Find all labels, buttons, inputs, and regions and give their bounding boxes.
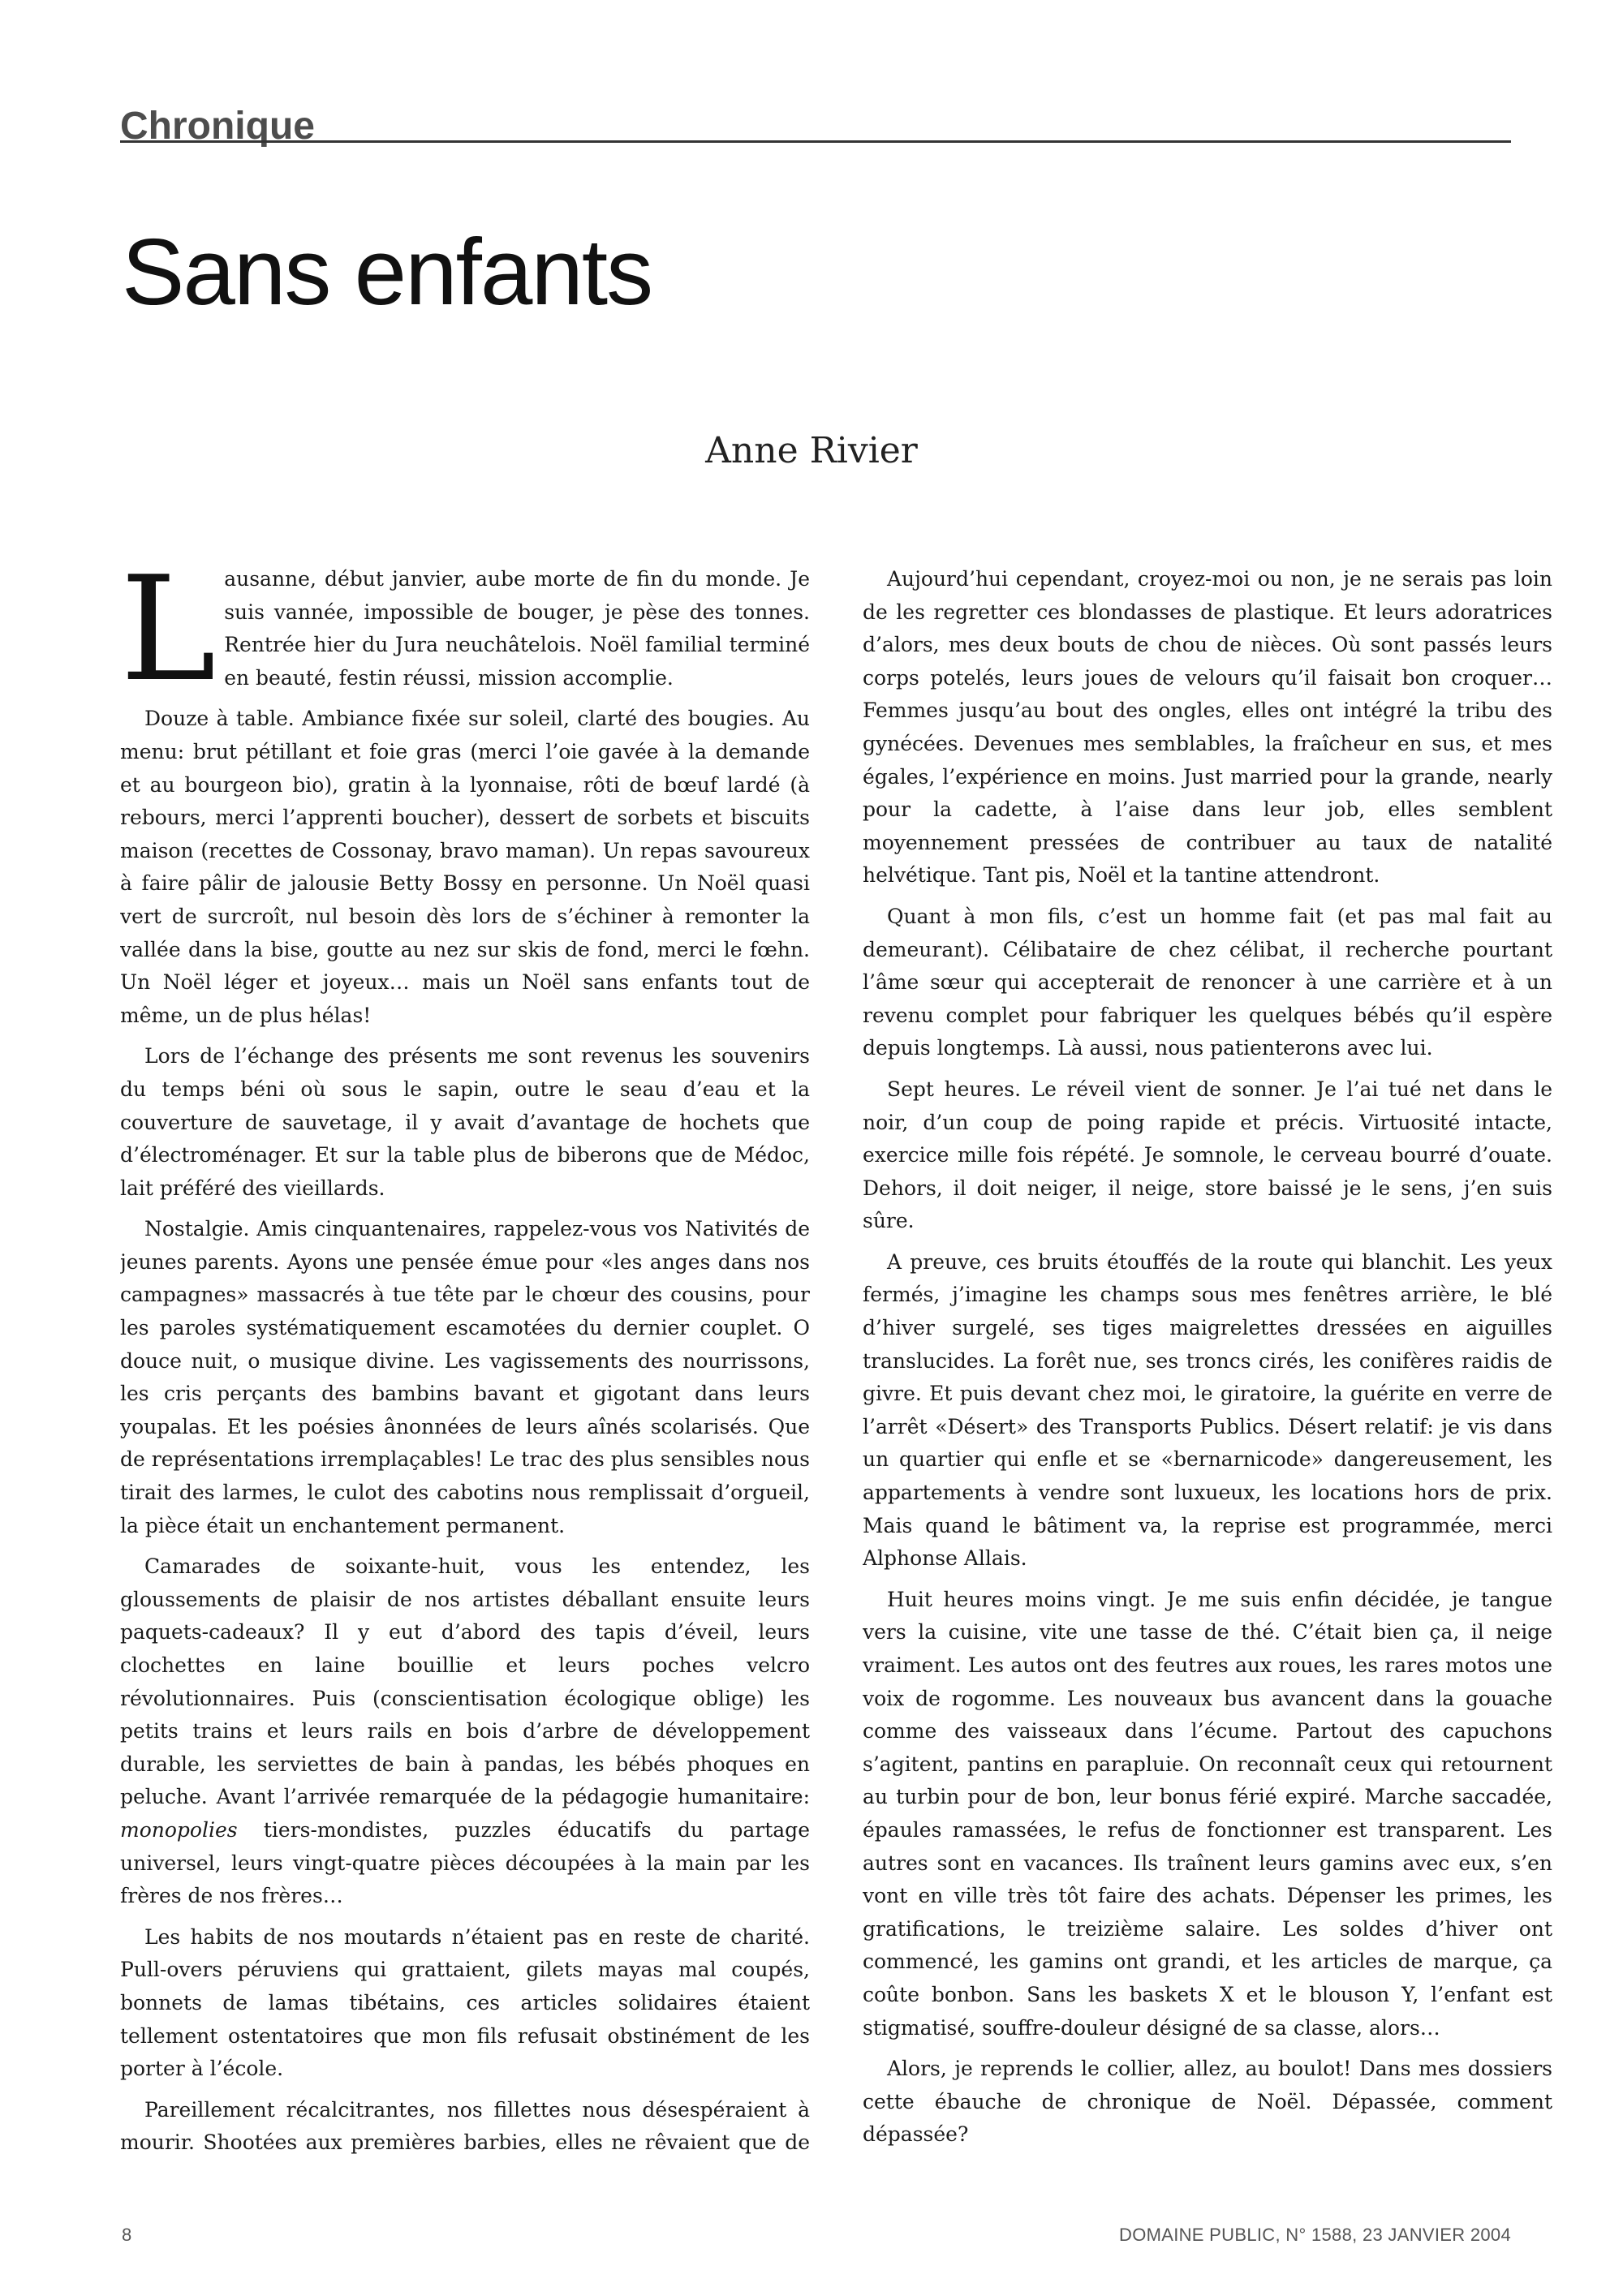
paragraph: Quant à mon fils, c’est un homme fait (et pas mal fait au demeurant). Célibataire de chez célibat, il recherche pourtant l’âme sœur qui accepterait de renoncer à une carrière et à un revenu complet pour fabriquer les quelques bébés qu’il espère depuis longtemps. Là aussi, nous patienterons avec lui.: [863, 904, 1552, 1060]
paragraph-text: tiers-mondistes, puzzles éducatifs du partage universel, leurs vingt-quatre pièces découpées à la main par les frères de nos frères…: [120, 1817, 810, 1908]
lead-text: ausanne, début janvier, aube morte de fin du monde. Je suis vannée, impossible de bouger, je pèse des tonnes. Rentrée hier du Jura neuchâtelois. Noël familial terminé en beauté, festin réussi, mission accomplie.: [224, 567, 810, 690]
paragraph: [120, 1550, 810, 1913]
paragraph: Sept heures. Le réveil vient de sonner. Je l’ai tué net dans le noir, d’un coup de poing rapide et précis. Virtuosité intacte, exercice mille fois répété. Je somnole, le cerveau bourré d’ouate. Dehors, il doit neiger, il neige, store baissé je le sens, j’en suis sûre.: [863, 1077, 1552, 1233]
paragraph: Nostalgie. Amis cinquantenaires, rappelez-vous vos Nativités de jeunes parents. Ayons une pensée émue pour «les anges dans nos campagnes» massacrés à tue tête par le chœur des cousins, pour les paroles systématiquement escamotées du dernier couplet. O douce nuit, o musique divine. Les vagissements des nourrissons, les cris perçants des bambins bavant et gigotant dans leurs youpalas. Et les poésies ânonnées de leurs aînés scolarisés. Que de représentations irremplaçables! Le trac des plus sensibles nous tirait des larmes, le culot des cabotins nous remplissait d’orgueil, la pièce était un enchantement permanent.: [120, 1217, 810, 1537]
drop-cap: L: [120, 563, 217, 713]
closing-paragraph: [863, 2160, 1552, 2161]
paragraph-text: Camarades de soixante-huit, vous les entendez, les gloussements de plaisir de nos artistes déballant ensuite leurs paquets-cadeaux? Il y eut d’abord des tapis d’éveil, leurs clochettes en laine bouillie et leurs poches velcro révolutionnaires. Puis (conscientisation écologique oblige) les petits trains et leurs rails en bois d’arbre de développement durable, les serviettes de bain à pandas, les bébés phoques en peluche. Avant l’arrivée remarquée de la pédagogie humanitaire:: [120, 1554, 810, 1809]
column-left: [120, 563, 810, 2161]
paragraph: Douze à table. Ambiance fixée sur soleil, clarté des bougies. Au menu: brut pétillant et foie gras (merci l’oie gavée à la demande et au bourgeon bio), gratin à la lyonnaise, rôti de bœuf lardé (à rebours, merci l’apprenti boucher), dessert de sorbets et biscuits maison (recettes de Cossonay, bravo maman). Un repas savoureux à faire pâlir de jalousie Betty Bossy en personne. Un Noël quasi vert de surcroît, nul besoin dès lors de s’échiner à remonter la vallée dans la bise, goutte au nez sur skis de fond, merci le fœhn. Un Noël léger et joyeux… mais un Noël sans enfants tout de même, un de plus hélas!: [120, 707, 810, 1027]
paragraph: Lors de l’échange des présents me sont revenus les souvenirs du temps béni où sous le sapin, outre le seau d’eau et la couverture de sauvetage, il y avait d’avantage de hochets que d’électroménager. Et sur la table plus de biberons que de Médoc, lait préféré des vieillards.: [120, 1044, 810, 1200]
paragraph: Huit heures moins vingt. Je me suis enfin décidée, je tangue vers la cuisine, vite une tasse de thé. C’était bien ça, il neige vraiment. Les autos ont des feutres aux roues, les rares motos une voix de rogomme. Les nouveaux bus avancent dans la gouache comme des vaisseaux dans l’écume. Partout des capuchons s’agitent, pantins en parapluie. On reconnaît ceux qui retournent au turbin pour de bon, leur bonus férié expiré. Marche saccadée, épaules ramassées, le refus de fonctionner est transparent. Les autres sont en vacances. Ils traînent leurs gamins avec eux, s’en vont en ville très tôt faire des achats. Dépenser les primes, les gratifications, le treizième salaire. Les soldes d’hiver ont commencé, les gamins ont grandi, et les articles de marque, ça coûte bonbon. Sans les baskets X et le blouson Y, l’enfant est stigmatisé, souffre-douleur désigné de sa classe, alors…: [863, 1587, 1552, 2040]
page-number: 8: [122, 2225, 132, 2245]
paragraph: A preuve, ces bruits étouffés de la route qui blanchit. Les yeux fermés, j’imagine les champs sous mes fenêtres arrière, le blé d’hiver surgelé, ses tiges maigrelettes dressées en aiguilles translucides. La forêt nue, ses troncs cirés, les conifères raidis de givre. Et puis devant chez moi, le giratoire, la guérite en verre de l’arrêt «Désert» des Transports Publics. Désert relatif: je vis dans un quartier qui enfle et se «bernarnicode» dangereusement, les appartements à vendre sont luxueux, les locations hors de prix. Mais quand le bâtiment va, la reprise est programmée, merci Alphonse Allais.: [863, 1249, 1552, 1571]
paragraph: Pareillement récalcitrantes, nos fillettes nous désespéraient à mourir. Shootées aux premières barbies, elles ne rêvaient que de: [120, 2097, 810, 2155]
italic-word: monopolies: [120, 1817, 238, 1842]
publication-footer: DOMAINE PUBLIC, N° 1588, 23 JANVIER 2004: [1119, 2225, 1511, 2245]
column-right: [863, 563, 1552, 2161]
article-author: Anne Rivier: [705, 430, 918, 471]
article-title: Sans enfants: [122, 219, 652, 325]
paragraph: Alors, je reprends le collier, allez, au boulot! Dans mes dossiers cette ébauche de chronique de Noël. Dépassée, comment dépassée?: [863, 2057, 1552, 2147]
paragraph: Aujourd’hui cependant, croyez-moi ou non, je ne serais pas loin de les regretter ces blondasses de plastique. Et leurs adoratrices d’alors, mes deux bouts de chou de nièces. Où sont passés leurs corps potelés, leurs joues de velours qu’il faisait bon croquer… Femmes jusqu’au bout des ongles, elles ont intégré la tribu des gynécées. Devenues mes semblables, la fraîcheur en sus, et mes égales, l’expérience en moins. Just married pour la grande, nearly pour la cadette, à l’aise dans leur job, elles semblent moyennement pressées de contribuer au taux de natalité helvétique. Tant pis, Noël et la tantine attendront.: [863, 567, 1552, 888]
section-rubric: Chronique: [120, 105, 315, 148]
paragraph: Les habits de nos moutards n’étaient pas en reste de charité. Pull-overs péruviens qui grattaient, gilets mayas mal coupés, bonnets de lamas tibétains, ces articles solidaires étaient tellement ostentatoires que mon fils refusait obstinément de les porter à l’école.: [120, 1924, 810, 2081]
lead-paragraph: [120, 563, 810, 713]
header-rule: [120, 140, 1511, 143]
